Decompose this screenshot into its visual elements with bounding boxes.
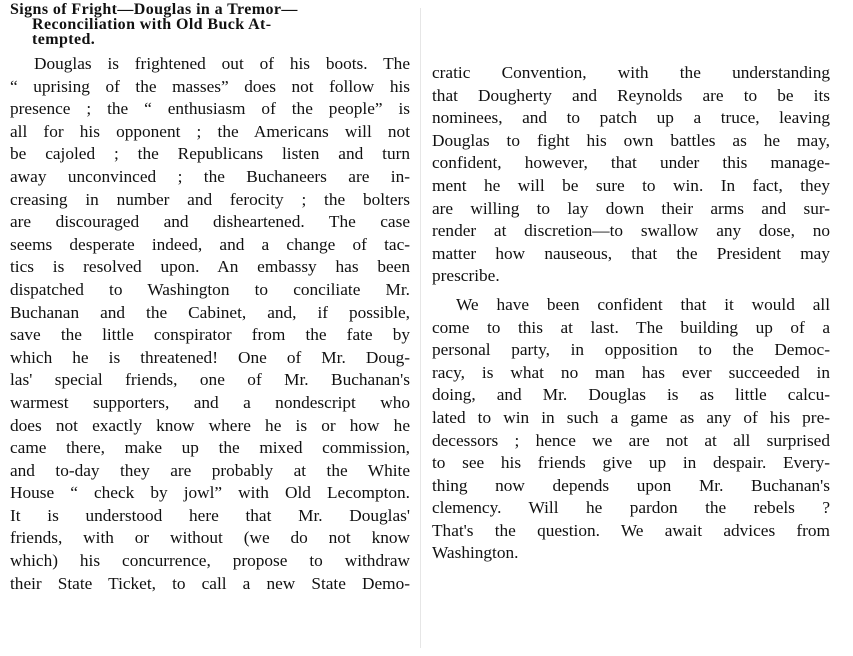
- text-line: all for his opponent ; the Americans will not: [10, 121, 410, 141]
- text-line: clemency. Will he pardon the rebels ?: [432, 498, 830, 518]
- text-line: creasing in number and ferocity ; the bolters: [10, 189, 410, 209]
- text-line: nominees, and to patch up a truce, leaving: [432, 108, 830, 128]
- text-line: save the little conspirator from the fate by: [10, 325, 410, 345]
- text-line: Buchanan and the Cabinet, and, if possible,: [10, 302, 410, 322]
- text-line: which) his concurrence, propose to withdraw: [10, 551, 410, 571]
- text-line: House “ check by jowl” with Old Lecompton.: [10, 483, 410, 503]
- headline-line-1: Signs of Fright—Douglas in a Tremor—: [10, 1, 298, 18]
- text-line: are discouraged and disheartened. The case: [10, 212, 410, 232]
- text-line: their State Ticket, to call a new State Demo-: [10, 573, 410, 593]
- headline-line-3: tempted.: [32, 31, 96, 48]
- right-column-paragraph-2: [432, 294, 830, 565]
- text-line: doing, and Mr. Douglas is as little calcu-: [432, 385, 830, 405]
- column-divider: [420, 8, 421, 648]
- text-line: come to this at last. The building up of a: [432, 317, 830, 337]
- text-line: render at discretion—to swallow any dose, no: [432, 221, 830, 241]
- text-line: It is understood here that Mr. Douglas': [10, 505, 410, 525]
- text-line: seems desperate indeed, and a change of tac-: [10, 234, 410, 254]
- text-line: warmest supporters, and a nondescript who: [10, 392, 410, 412]
- text-line: cratic Convention, with the understanding: [432, 63, 830, 82]
- left-column-text: [10, 53, 410, 595]
- text-line: confident, however, that under this manage-: [432, 153, 830, 173]
- text-line: We have been confident that it would all: [456, 294, 830, 314]
- text-line: that Dougherty and Reynolds are to be its: [432, 85, 830, 105]
- left-column: [10, 0, 410, 595]
- text-line: presence ; the “ enthusiasm of the people” is: [10, 99, 410, 119]
- text-line: That's the question. We await advices from: [432, 520, 830, 540]
- text-line: be cajoled ; the Republicans listen and turn: [10, 144, 410, 164]
- text-line: are willing to lay down their arms and sur-: [432, 198, 830, 218]
- text-line: las' special friends, one of Mr. Buchanan's: [10, 370, 410, 390]
- text-line: personal party, in opposition to the Democ-: [432, 340, 830, 360]
- text-line: does not exactly know where he is or how he: [10, 415, 410, 435]
- text-line: racy, is what no man has ever succeeded in: [432, 362, 830, 382]
- right-column-paragraph-1: [432, 62, 830, 288]
- headline-line-2: Reconciliation with Old Buck At-: [32, 16, 272, 33]
- text-line: decessors ; hence we are not at all surprised: [432, 430, 830, 450]
- text-line: came there, make up the mixed commission,: [10, 438, 410, 458]
- text-line: tics is resolved upon. An embassy has been: [10, 257, 410, 277]
- text-line: friends, with or without (we do not know: [10, 528, 410, 548]
- text-line: Douglas to fight his own battles as he may,: [432, 130, 830, 150]
- text-line: which he is threatened! One of Mr. Doug-: [10, 347, 410, 367]
- right-column: [432, 62, 830, 565]
- text-line: lated to win in such a game as any of his pre-: [432, 407, 830, 427]
- text-line: prescribe.: [432, 266, 500, 286]
- text-line: away unconvinced ; the Buchaneers are in-: [10, 166, 410, 186]
- text-line: to see his friends give up in despair. Every-: [432, 453, 830, 473]
- text-line: Douglas is frightened out of his boots. The: [34, 54, 410, 73]
- text-line: Washington.: [432, 543, 519, 563]
- text-line: dispatched to Washington to conciliate Mr.: [10, 279, 410, 299]
- text-line: ment he will be sure to win. In fact, they: [432, 175, 830, 195]
- text-line: matter how nauseous, that the President may: [432, 243, 830, 263]
- text-line: and to-day they are probably at the White: [10, 460, 410, 480]
- text-line: thing now depends upon Mr. Buchanan's: [432, 475, 830, 495]
- article-headline: [10, 2, 410, 47]
- text-line: “ uprising of the masses” does not follow his: [10, 76, 410, 96]
